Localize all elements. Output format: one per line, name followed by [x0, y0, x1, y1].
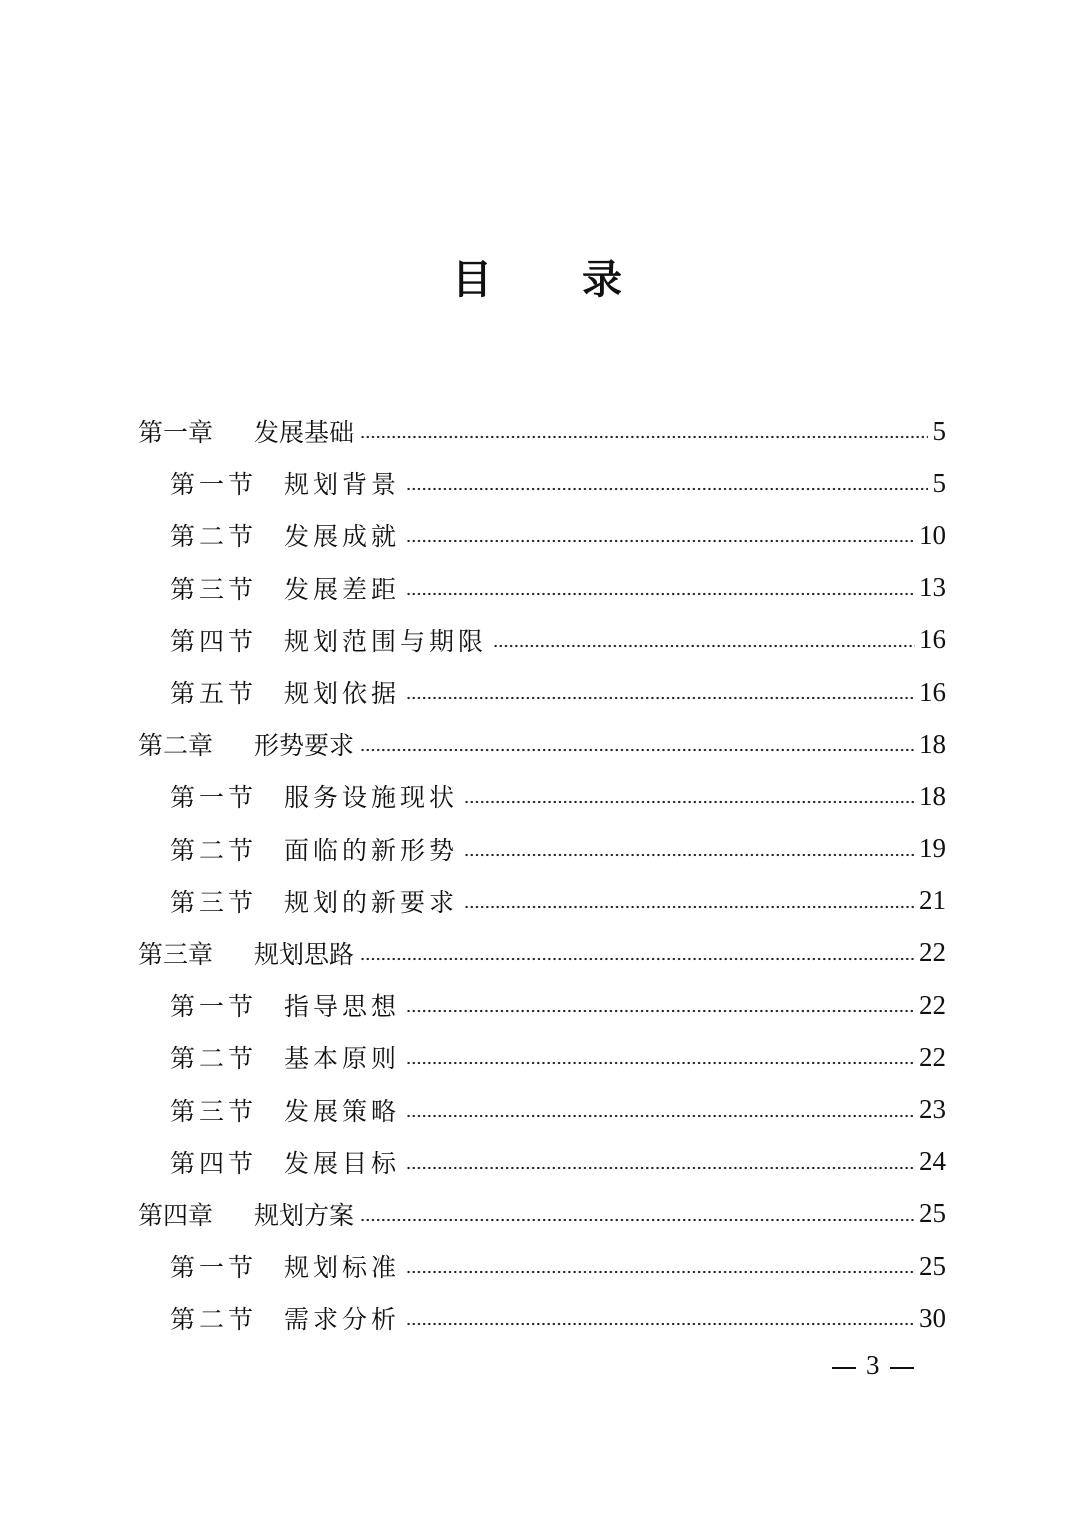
- toc-dot-leader: [406, 1166, 915, 1170]
- toc-entry-number: 第一章: [138, 418, 214, 448]
- toc-entry-label: [138, 1092, 400, 1128]
- toc-entry-label: [138, 674, 400, 710]
- toc-entry-number: 第一节: [170, 1253, 258, 1283]
- toc-entry-title: 规划范围与期限: [284, 626, 488, 656]
- page-title: 目 录: [452, 257, 660, 303]
- toc-entry-number: 第二节: [170, 522, 258, 552]
- toc-entry-label: [138, 1039, 400, 1075]
- toc-page-number: 16: [919, 624, 946, 655]
- toc-entry-number: 第一节: [170, 992, 258, 1022]
- toc-entry-title: 规划思路: [254, 939, 355, 969]
- toc-dot-leader: [406, 696, 915, 700]
- toc-entry-title: 规划背景: [284, 470, 401, 500]
- toc-page-number: 16: [919, 676, 946, 707]
- toc-dot-leader: [360, 748, 915, 752]
- toc-chapter-row[interactable]: [138, 718, 946, 770]
- toc-entry-number: 第四节: [170, 1148, 258, 1178]
- toc-entry-number: 第二节: [170, 835, 258, 865]
- toc-entry-title: 服务设施现状: [284, 783, 459, 813]
- toc-entry-label: [138, 987, 400, 1023]
- toc-section-row[interactable]: [138, 979, 946, 1031]
- toc-entry-number: 第四章: [138, 1200, 214, 1230]
- toc-entry-label: [138, 1196, 354, 1232]
- toc-dot-leader: [464, 800, 915, 804]
- toc-chapter-row[interactable]: [138, 1188, 946, 1240]
- toc-entry-number: 第三节: [170, 574, 258, 604]
- toc-entry-label: [138, 570, 400, 606]
- toc-page-number: 19: [919, 833, 946, 864]
- toc-entry-number: 第三节: [170, 887, 258, 917]
- toc-section-row[interactable]: [138, 1083, 946, 1135]
- toc-dot-leader: [464, 905, 915, 909]
- toc-section-row[interactable]: [138, 1136, 946, 1188]
- toc-page-number: 5: [932, 467, 946, 498]
- toc-entry-label: [138, 831, 458, 867]
- toc-dot-leader: [406, 1061, 915, 1065]
- toc-page-number: 18: [919, 728, 946, 759]
- toc-section-row[interactable]: [138, 1031, 946, 1083]
- toc-section-row[interactable]: [138, 457, 946, 509]
- toc-dot-leader: [406, 1322, 915, 1326]
- toc-entry-number: 第三章: [138, 939, 214, 969]
- toc-dot-leader: [493, 644, 915, 648]
- toc-page-number: 21: [919, 885, 946, 916]
- toc-entry-title: 形势要求: [254, 731, 355, 761]
- toc-entry-title: 发展成就: [284, 522, 401, 552]
- toc-entry-label: [138, 1144, 400, 1180]
- toc-entry-title: 指导思想: [284, 992, 401, 1022]
- toc-page-number: 22: [919, 937, 946, 968]
- toc-dot-leader: [406, 539, 915, 543]
- toc-section-row[interactable]: [138, 770, 946, 822]
- toc-entry-number: 第四节: [170, 626, 258, 656]
- toc-entry-title: 规划标准: [284, 1253, 401, 1283]
- toc-page-number: 24: [919, 1146, 946, 1177]
- toc-entry-number: 第一节: [170, 470, 258, 500]
- toc-dot-leader: [406, 1270, 915, 1274]
- toc-entry-number: 第二章: [138, 731, 214, 761]
- page-footer: [822, 1350, 924, 1381]
- toc-entry-label: [138, 517, 400, 553]
- toc-page-number: 5: [932, 415, 946, 446]
- toc-dot-leader: [360, 1218, 915, 1222]
- toc-entry-title: 基本原则: [284, 1044, 401, 1074]
- toc-page-number: 25: [919, 1198, 946, 1229]
- toc-dot-leader: [360, 957, 915, 961]
- toc-entry-label: [138, 413, 354, 449]
- toc-section-row[interactable]: [138, 875, 946, 927]
- toc-section-row[interactable]: [138, 614, 946, 666]
- toc-section-row[interactable]: [138, 1240, 946, 1292]
- toc-section-row[interactable]: [138, 666, 946, 718]
- toc-entry-label: [138, 778, 458, 814]
- footer-dash-right: [890, 1367, 914, 1369]
- footer-dash-left: [832, 1367, 856, 1369]
- toc-entry-title: 发展基础: [254, 418, 355, 448]
- toc-entry-title: 发展目标: [284, 1148, 401, 1178]
- toc-entry-title: 规划方案: [254, 1200, 355, 1230]
- toc-page-number: 18: [919, 780, 946, 811]
- toc-entry-label: [138, 883, 458, 919]
- toc-entry-label: [138, 465, 400, 501]
- toc-entry-title: 规划依据: [284, 679, 401, 709]
- toc-dot-leader: [464, 853, 915, 857]
- toc-dot-leader: [360, 435, 928, 439]
- toc-dot-leader: [406, 1114, 915, 1118]
- toc-entry-label: [138, 726, 354, 762]
- toc-entry-title: 面临的新形势: [284, 835, 459, 865]
- toc-entry-title: 需求分析: [284, 1305, 401, 1335]
- toc-page-number: 23: [919, 1094, 946, 1125]
- toc-dot-leader: [406, 1009, 915, 1013]
- toc-entry-title: 规划的新要求: [284, 887, 459, 917]
- toc-page-number: 30: [919, 1302, 946, 1333]
- toc-dot-leader: [406, 592, 915, 596]
- footer-page-number: 3: [866, 1350, 880, 1380]
- toc-entry-number: 第二节: [170, 1305, 258, 1335]
- toc-entry-number: 第五节: [170, 679, 258, 709]
- toc-entry-label: [138, 935, 354, 971]
- toc-page-number: 13: [919, 572, 946, 603]
- toc-entry-number: 第二节: [170, 1044, 258, 1074]
- toc-section-row[interactable]: [138, 562, 946, 614]
- toc-dot-leader: [406, 487, 928, 491]
- toc-entry-label: [138, 1300, 400, 1336]
- table-of-contents: [138, 405, 946, 1344]
- toc-page-number: 25: [919, 1250, 946, 1281]
- toc-chapter-row[interactable]: [138, 927, 946, 979]
- toc-entry-number: 第一节: [170, 783, 258, 813]
- toc-section-row[interactable]: [138, 1292, 946, 1344]
- toc-page-number: 10: [919, 519, 946, 550]
- toc-entry-title: 发展策略: [284, 1096, 401, 1126]
- toc-entry-label: [138, 1248, 400, 1284]
- toc-section-row[interactable]: [138, 509, 946, 561]
- toc-page-number: 22: [919, 1041, 946, 1072]
- toc-chapter-row[interactable]: [138, 405, 946, 457]
- toc-page-number: 22: [919, 989, 946, 1020]
- toc-entry-title: 发展差距: [284, 574, 401, 604]
- toc-section-row[interactable]: [138, 823, 946, 875]
- toc-entry-number: 第三节: [170, 1096, 258, 1126]
- toc-entry-label: [138, 622, 487, 658]
